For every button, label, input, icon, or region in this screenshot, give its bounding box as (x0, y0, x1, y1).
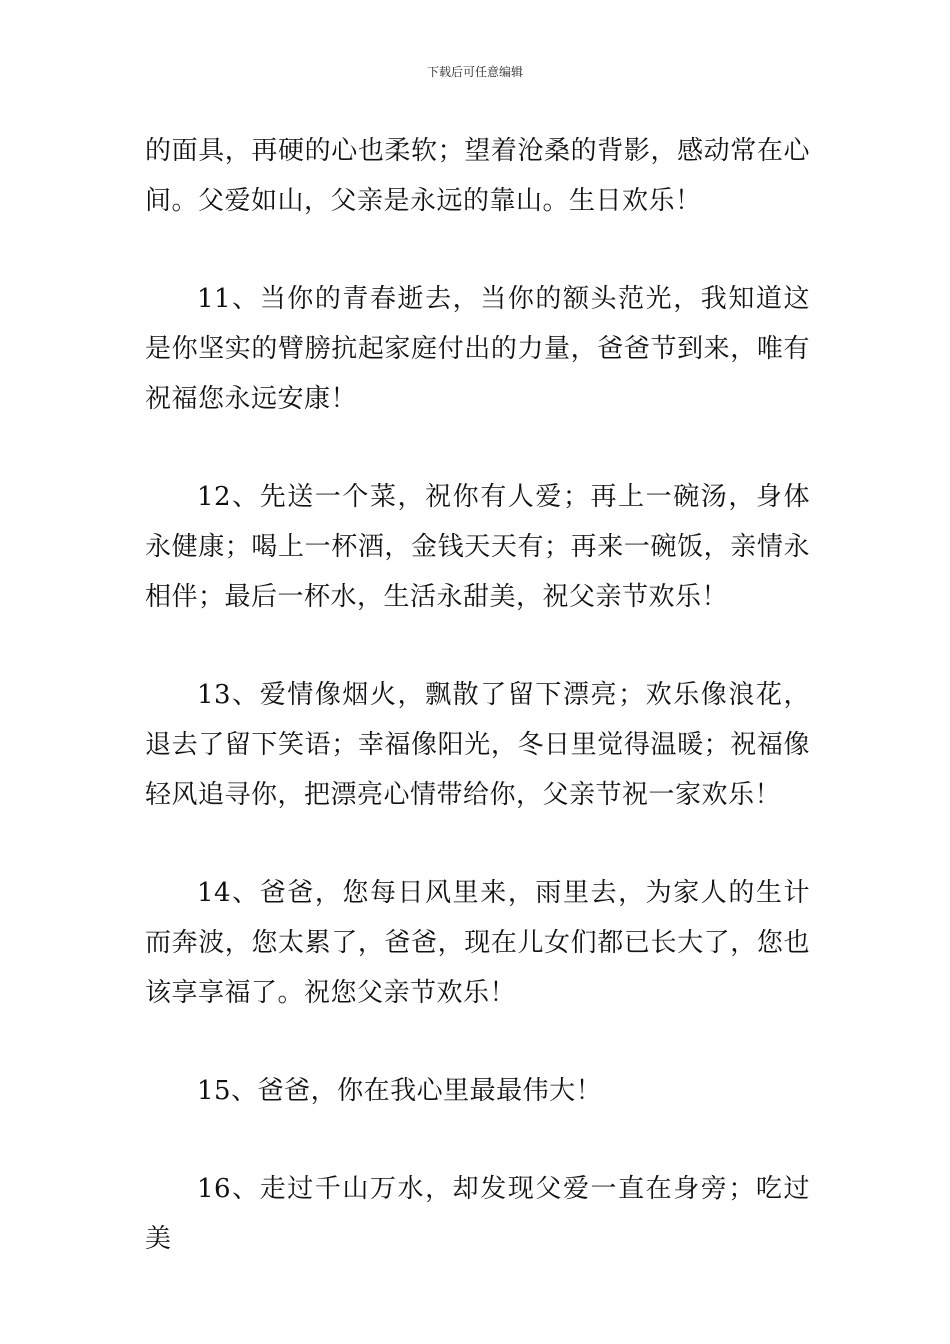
document-body (145, 126, 810, 1264)
paragraph-item-13: 13、爱情像烟火，飘散了留下漂亮；欢乐像浪花，退去了留下笑语；幸福像阳光，冬日里觉得温暖；祝福像轻风追寻你，把漂亮心情带给你，父亲节祝一家欢乐！ (145, 680, 810, 810)
paragraph-item-12: 12、先送一个菜，祝你有人爱；再上一碗汤，身体永健康；喝上一杯酒，金钱天天有；再来一碗饭，亲情永相伴；最后一杯水，生活永甜美，祝父亲节欢乐！ (145, 482, 810, 612)
paragraph-item-14: 14、爸爸，您每日风里来，雨里去，为家人的生计而奔波，您太累了，爸爸，现在儿女们都已长大了，您也该享享福了。祝您父亲节欢乐！ (145, 878, 810, 1008)
paragraph-item-11: 11、当你的青春逝去，当你的额头范光，我知道这是你坚实的臂膀抗起家庭付出的力量，爸爸节到来，唯有祝福您永远安康！ (145, 284, 810, 414)
paragraph-continuation: 的面具，再硬的心也柔软；望着沧桑的背影，感动常在心间。父爱如山，父亲是永远的靠山。生日欢乐！ (145, 136, 810, 216)
paragraph-item-16: 16、走过千山万水，却发现父爱一直在身旁；吃过美 (145, 1174, 810, 1254)
page-header: 下载后可任意编辑 (426, 65, 523, 79)
paragraph-item-15: 15、爸爸，你在我心里最最伟大！ (197, 1076, 603, 1106)
